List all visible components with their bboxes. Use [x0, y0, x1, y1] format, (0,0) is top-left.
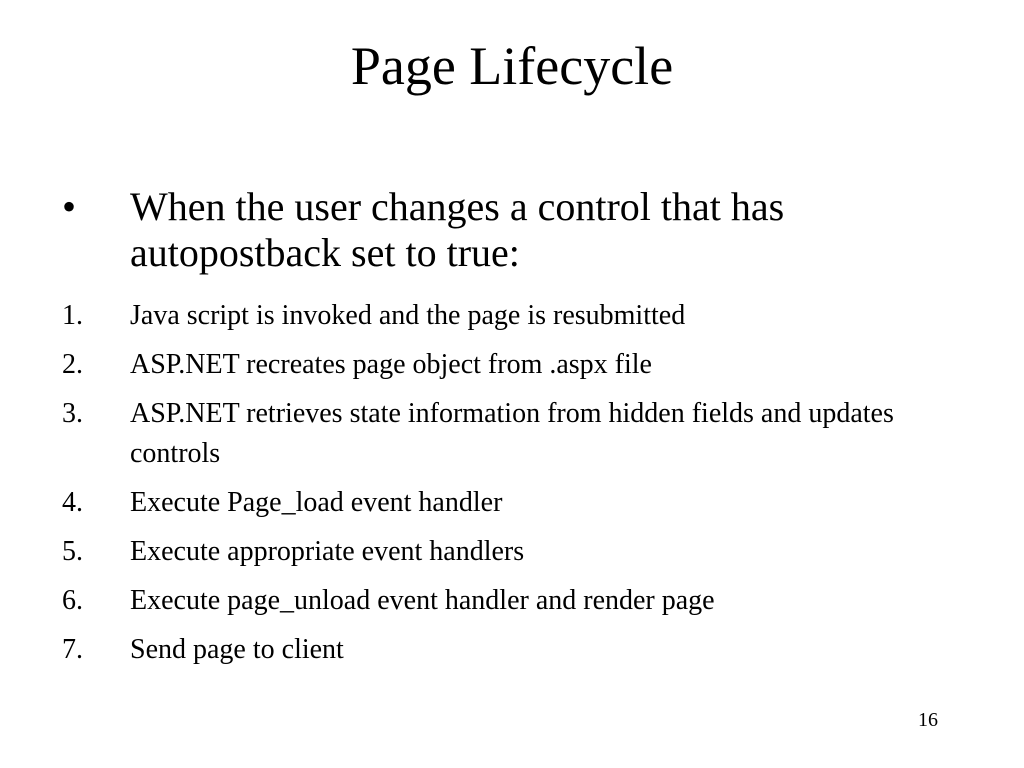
- step-text: Java script is invoked and the page is resubmitted: [130, 300, 686, 331]
- step-item: [62, 296, 962, 336]
- step-text: Execute appropriate event handlers: [130, 536, 525, 567]
- step-item: [62, 581, 962, 621]
- step-item: [62, 394, 962, 474]
- steps-list: [62, 296, 962, 679]
- step-number: 6.: [62, 585, 83, 616]
- step-text: Send page to client: [130, 634, 344, 665]
- step-item: [62, 345, 962, 385]
- step-text: Execute Page_load event handler: [130, 487, 503, 518]
- slide-title: Page Lifecycle: [350, 36, 674, 96]
- page-number: 16: [918, 709, 938, 731]
- step-number: 5.: [62, 536, 83, 567]
- step-number: 7.: [62, 634, 83, 665]
- step-number: 3.: [62, 398, 83, 429]
- bullet-text: When the user changes a control that has autopostback set to true:: [130, 184, 785, 275]
- step-number: 2.: [62, 349, 83, 380]
- step-text: ASP.NET retrieves state information from hidden fields and updates controls: [130, 398, 894, 469]
- step-item: [62, 532, 962, 572]
- step-text: Execute page_unload event handler and render page: [130, 585, 715, 616]
- step-number: 4.: [62, 487, 83, 518]
- step-item: [62, 483, 962, 523]
- step-number: 1.: [62, 300, 83, 331]
- bullet-marker: •: [62, 184, 77, 229]
- step-item: [62, 630, 962, 670]
- step-text: ASP.NET recreates page object from .aspx file: [130, 349, 652, 380]
